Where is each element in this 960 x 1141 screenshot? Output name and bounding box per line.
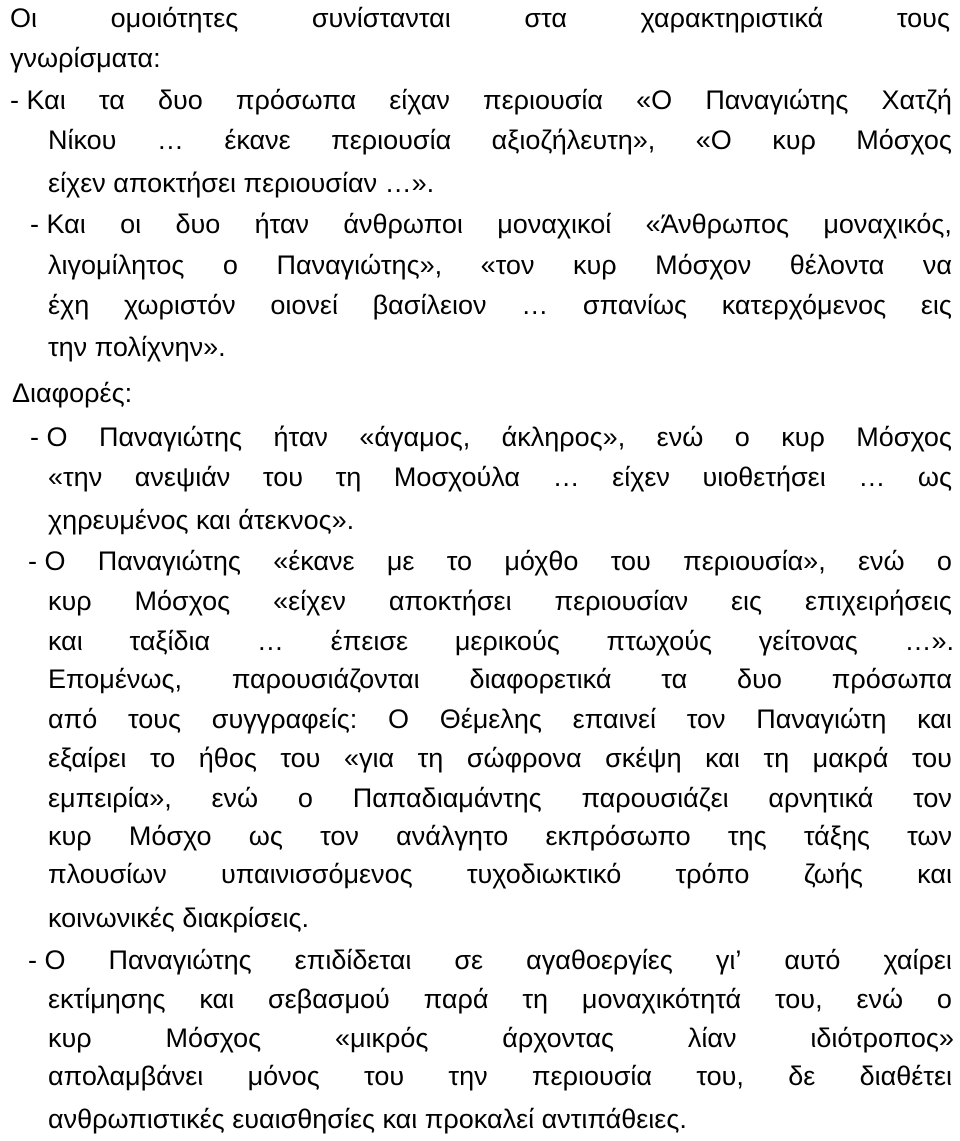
word: με	[386, 546, 415, 576]
word: Παπαδιαμάντης	[352, 783, 542, 813]
word: δυο	[157, 85, 203, 115]
word: «Ο	[695, 125, 732, 155]
word: βασίλειον	[372, 290, 487, 320]
word: ο	[936, 984, 952, 1014]
text-line: χηρευμένος και άτεκνος».	[48, 505, 355, 535]
word: λιγομίλητος	[48, 250, 185, 280]
text-line	[28, 944, 952, 976]
text-line	[48, 289, 952, 321]
word: την	[448, 1061, 488, 1091]
word: κυρ	[48, 1023, 92, 1053]
word: «Ο	[636, 85, 673, 115]
word: μοναχικοί	[497, 209, 612, 239]
word: οιονεί	[270, 290, 338, 320]
word: κυρ	[772, 125, 816, 155]
word: Παναγιώτης»,	[276, 250, 443, 280]
word: «Άνθρωπος	[645, 209, 789, 239]
text-line	[30, 421, 952, 453]
word: ενώ	[211, 783, 259, 813]
word: χωριστόν	[123, 290, 236, 320]
word: ο	[734, 422, 750, 452]
word: σκέψη	[605, 743, 682, 773]
word: μερικούς	[454, 626, 560, 656]
word: Μόσχον	[655, 250, 752, 280]
text-line	[48, 663, 952, 695]
word: της	[727, 821, 767, 851]
word: παρουσιάζονται	[231, 664, 420, 694]
text-line	[48, 703, 952, 735]
word: ο	[936, 546, 952, 576]
word: ενώ	[858, 546, 905, 576]
word: Επομένως,	[48, 664, 182, 694]
word: - Ο	[28, 945, 66, 975]
word: διαφορετικά	[469, 664, 612, 694]
word: Μόσχος	[134, 586, 231, 616]
word: του,	[775, 984, 823, 1014]
word: κυρ	[572, 250, 617, 280]
word: εις	[920, 290, 952, 320]
word: μόνος	[247, 1061, 320, 1091]
word: Μόσχος	[856, 422, 952, 452]
word: απολαμβάνει	[48, 1061, 204, 1091]
word: κατερχόμενος	[721, 290, 887, 320]
text-line	[48, 461, 952, 493]
word: …	[256, 626, 284, 656]
word: ενώ	[856, 984, 904, 1014]
word: πτωχούς	[606, 626, 712, 656]
word: ομοιότητες	[110, 3, 239, 33]
word: να	[922, 250, 952, 280]
word: αποκτήσει	[388, 586, 512, 616]
text-line	[48, 585, 952, 617]
word: …	[552, 462, 580, 492]
text-line	[48, 983, 952, 1015]
word: ανεψιάν	[134, 462, 231, 492]
word: θέλοντα	[789, 250, 885, 280]
word: Οι	[10, 3, 37, 33]
word: τον	[913, 783, 952, 813]
word: το	[446, 546, 473, 576]
word: Μόσχο	[128, 821, 212, 851]
word: του	[911, 743, 952, 773]
word: ήθος	[198, 743, 257, 773]
text-line	[48, 820, 952, 852]
word: - Ο	[28, 546, 66, 576]
word: και	[917, 704, 952, 734]
word: ζωής	[803, 859, 863, 889]
word: Χατζή	[881, 85, 952, 115]
word: …».	[904, 626, 954, 656]
word: …	[858, 462, 886, 492]
word: των	[907, 821, 952, 851]
word: και	[917, 859, 952, 889]
word: και	[48, 626, 83, 656]
word: του	[364, 1061, 405, 1091]
word: πρόσωπα	[235, 85, 357, 115]
word: «για	[343, 743, 395, 773]
word: άνθρωποι	[343, 209, 463, 239]
word: από	[48, 704, 98, 734]
word: τη	[417, 743, 444, 773]
word: εις	[731, 586, 763, 616]
word: Ο	[387, 704, 409, 734]
word: τον	[686, 704, 726, 734]
word: χαρακτηριστικά	[640, 3, 824, 33]
word: ενώ	[656, 422, 704, 452]
word: κυρ	[48, 586, 92, 616]
word: «είχεν	[273, 586, 346, 616]
text-line	[48, 1060, 952, 1092]
word: σε	[454, 945, 484, 975]
word: επαινεί	[572, 704, 657, 734]
word: περιουσίαν	[554, 586, 689, 616]
word: παρά	[423, 984, 489, 1014]
word: Παναγιώτης	[108, 945, 252, 975]
word: Παναγιώτης	[98, 422, 243, 452]
word: τα	[661, 664, 688, 694]
word: Παναγιώτη	[756, 704, 887, 734]
word: είχαν	[389, 85, 450, 115]
text-line	[48, 858, 952, 890]
word: μακρά	[812, 743, 889, 773]
word: εκτίμησης	[48, 984, 166, 1014]
text-line	[10, 84, 952, 116]
word: δε	[788, 1061, 816, 1091]
word: επιδίδεται	[294, 945, 412, 975]
text-line	[48, 625, 954, 657]
word: ο	[222, 250, 238, 280]
text-line	[48, 249, 952, 281]
word: άρχοντας	[502, 1023, 615, 1053]
word: διαθέτει	[859, 1061, 952, 1091]
word: τάξης	[803, 821, 870, 851]
word: ήταν	[273, 422, 328, 452]
text-line: την πολίχνην».	[48, 332, 226, 362]
word: «μικρός	[334, 1023, 429, 1053]
word: ανάλγητο	[396, 821, 509, 851]
word: Μοσχούλα	[393, 462, 520, 492]
word: «έκανε	[273, 546, 355, 576]
word: συγγραφείς:	[211, 704, 358, 734]
word: μόχθο	[504, 546, 579, 576]
text-line	[48, 782, 952, 814]
word: - Ο	[30, 422, 68, 452]
word: επιχειρήσεις	[804, 586, 952, 616]
word: κυρ	[781, 422, 825, 452]
word: υπαινισσόμενος	[221, 859, 413, 889]
word: Παναγιώτης	[705, 85, 849, 115]
word: μοναχικότητά	[581, 984, 742, 1014]
text-line: κοινωνικές διακρίσεις.	[48, 903, 310, 933]
word: είχεν	[612, 462, 670, 492]
word: Θέμελης	[439, 704, 542, 734]
word: τρόπο	[675, 859, 750, 889]
word: άκληρος»,	[501, 422, 626, 452]
text-line: είχεν αποκτήσει περιουσίαν …».	[48, 168, 435, 198]
word: έπεισε	[330, 626, 409, 656]
word: - Και	[10, 85, 66, 115]
word: χαίρει	[883, 945, 952, 975]
word: αυτό	[784, 945, 841, 975]
text-line	[30, 208, 952, 240]
word: γι’	[715, 945, 742, 975]
word: του	[262, 462, 303, 492]
word: δυο	[737, 664, 782, 694]
text-line	[28, 545, 952, 577]
word: και	[705, 743, 740, 773]
word: μοναχικός,	[823, 209, 952, 239]
word: ο	[297, 783, 313, 813]
word: τη	[763, 743, 790, 773]
word: σώφρονα	[466, 743, 582, 773]
word: Παναγιώτης	[97, 546, 241, 576]
word: τυχοδιωκτικό	[466, 859, 622, 889]
word: έχη	[48, 290, 90, 320]
text-line	[10, 2, 950, 34]
word: «άγαμος,	[359, 422, 471, 452]
word: …	[156, 125, 184, 155]
word: τον	[320, 821, 359, 851]
word: «τον	[480, 250, 535, 280]
word: τα	[98, 85, 125, 115]
word: ως	[917, 462, 952, 492]
word: τους	[896, 3, 950, 33]
word: ως	[248, 821, 283, 851]
text-line	[48, 742, 952, 774]
word: δυο	[175, 209, 221, 239]
text-line: ανθρωπιστικές ευαισθησίες και προκαλεί αντιπάθειες.	[48, 1104, 687, 1134]
word: το	[149, 743, 176, 773]
word: του	[280, 743, 321, 773]
word: ήταν	[254, 209, 310, 239]
word: εμπειρία»,	[48, 783, 172, 813]
word: εξαίρει	[48, 743, 127, 773]
text-line	[48, 1022, 954, 1054]
word: του	[610, 546, 651, 576]
word: «την	[48, 462, 103, 492]
word: ιδιότροπος»	[810, 1023, 954, 1053]
word: Μόσχος	[856, 125, 952, 155]
word: - Και	[30, 209, 86, 239]
word: γείτονας	[758, 626, 858, 656]
word: συνίστανται	[311, 3, 451, 33]
word: περιουσία	[331, 125, 452, 155]
word: σεβασμού	[267, 984, 390, 1014]
word: ταξίδια	[129, 626, 211, 656]
word: τη	[522, 984, 549, 1014]
word: περιουσία	[531, 1061, 652, 1091]
word: Νίκου	[48, 125, 117, 155]
word: τους	[127, 704, 182, 734]
word: στα	[524, 3, 567, 33]
word: αγαθοεργίες	[526, 945, 673, 975]
word: περιουσία	[482, 85, 604, 115]
word: του,	[696, 1061, 744, 1091]
section-heading: Διαφορές:	[12, 378, 133, 408]
word: αξιοζήλευτη»,	[491, 125, 656, 155]
word: πλουσίων	[48, 859, 167, 889]
word: …	[521, 290, 549, 320]
word: αρνητικά	[768, 783, 874, 813]
word: Μόσχος	[165, 1023, 262, 1053]
word: περιουσία»,	[683, 546, 826, 576]
word: πρόσωπα	[831, 664, 952, 694]
text-line: γνωρίσματα:	[10, 43, 161, 73]
word: εκπρόσωπο	[545, 821, 691, 851]
text-line	[48, 124, 952, 156]
word: οι	[120, 209, 142, 239]
word: και	[199, 984, 235, 1014]
word: έκανε	[224, 125, 291, 155]
word: λίαν	[687, 1023, 737, 1053]
word: υιοθετήσει	[702, 462, 826, 492]
word: παρουσιάζει	[581, 783, 729, 813]
word: τη	[335, 462, 362, 492]
word: σπανίως	[582, 290, 688, 320]
word: κυρ	[48, 821, 92, 851]
